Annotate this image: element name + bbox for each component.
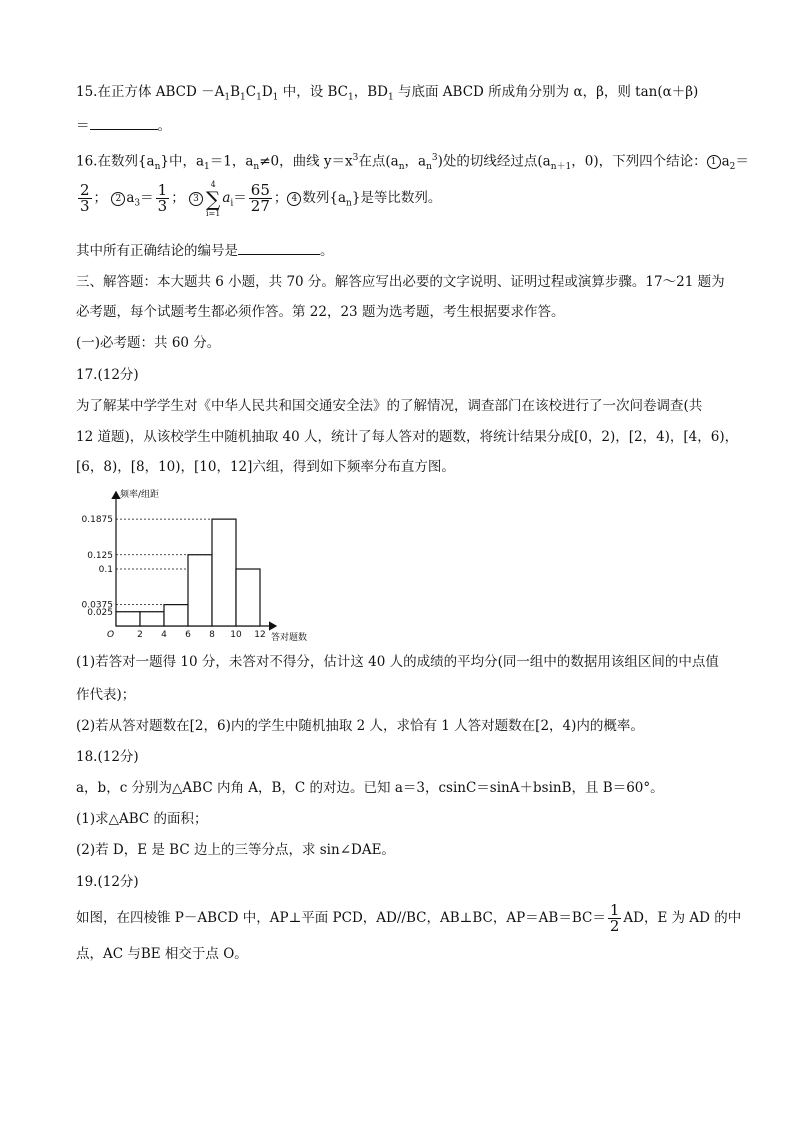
q17-part2: (2)若从答对题数在[2，6)内的学生中随机抽取 2 人，求恰有 1 人答对题数在[2，4)内的概率。 (76, 718, 644, 734)
summation: 4 ∑ i=1 (205, 179, 221, 218)
x-tick-label: 4 (161, 630, 167, 640)
frequency-histogram (76, 486, 336, 644)
circle-number-2: 2 (111, 192, 125, 206)
histogram-bar (140, 612, 164, 626)
q19-heading: 19.(12分) (76, 874, 139, 890)
q17-part1-line2: 作代表)； (76, 687, 136, 703)
q17-text-line3: [6，8)，[8，10)，[10，12]六组，得到如下频率分布直方图。 (76, 459, 455, 475)
q18-part1: (1)求△ABC 的面积； (76, 811, 208, 827)
fraction-1-3: $\frac{1}{3}$ (157, 181, 168, 215)
q15-line1: 15.在正方体 ABCD $-A_1B_1C_1D_1$ 中，设 $BC_1$，$BD_1$ 与底面 ABCD 所成角分别为 α，β，则 tan(α＋β) (76, 84, 699, 103)
fraction-65-27: $\frac{65}{27}$ (250, 181, 270, 215)
x-tick-label: 2 (137, 630, 143, 640)
q17-text-line2: 12 道题)，从该校学生中随机抽取 40 人，统计了每人答对的题数，将统计结果分成[0，2)，[2，4)，[4，6)， (76, 429, 739, 445)
q17-heading: 17.(12分) (76, 367, 139, 383)
circle-number-4: 4 (287, 192, 301, 206)
origin-label: O (107, 630, 115, 640)
q16-line2: $\frac{2}{3}$ ； 2 $a_3=$ $\frac{1}{3}$ ； 3 4 ∑ i=1 $a_i=$ $\frac{65}{27}$ ； 4 数列$\{a_n\}$是等比数列。 (80, 179, 442, 218)
y-tick-label: 0.0375 (81, 600, 113, 611)
circle-number-1: 1 (707, 155, 721, 169)
q18-part2: (2)若 D，E 是 BC 边上的三等分点，求 sin∠DAE。 (76, 842, 395, 858)
x-tick-label: 8 (209, 630, 215, 640)
q19-text-line2: 点，AC 与BE 相交于点 O。 (76, 946, 248, 962)
answer-blank (90, 115, 158, 130)
fraction-2-3: $\frac{2}{3}$ (80, 181, 90, 215)
y-axis-label: 频率/组距 (120, 490, 160, 500)
fraction-1-2: $\frac{1}{2}$ (609, 901, 620, 935)
x-axis-label: 答对题数 (271, 633, 308, 643)
answer-blank (238, 240, 320, 255)
section3-line2: 必考题，每个试题考生都必须作答。第 22，23 题为选考题，考生根据要求作答。 (76, 304, 565, 320)
histogram-bar (164, 605, 188, 626)
x-tick-label: 6 (185, 630, 191, 640)
q16-line3: 其中所有正确结论的编号是 。 (76, 240, 334, 261)
histogram-bar (212, 519, 236, 626)
histogram-bar (116, 612, 140, 626)
q18-text: a，b，c 分别为△ABC 内角 A，B，C 的对边。已知 a＝3，csinC＝sinA＋bsinB，且 B＝60°。 (76, 780, 664, 796)
x-tick-label: 12 (254, 630, 266, 640)
q18-heading: 18.(12分) (76, 749, 139, 765)
section3-line3: (一)必考题：共 60 分。 (76, 335, 221, 351)
histogram-bar (236, 569, 260, 626)
section3-line1: 三、解答题：本大题共 6 小题，共 70 分。解答应写出必要的文字说明、证明过程或演算步骤。17～21 题为 (76, 274, 725, 290)
y-tick-label: 0.1 (98, 565, 113, 575)
q19-text-line1: 如图，在四棱锥 P－ABCD 中，AP⊥平面 PCD，AD//BC，AB⊥BC，AP＝AB＝BC＝ $\frac{1}{2}$ AD，E 为 AD 的中 (76, 901, 742, 935)
histogram-bar (188, 555, 212, 626)
q15-line2: ＝ 。 (76, 115, 171, 136)
y-tick-label: 0.025 (87, 607, 113, 618)
x-tick-label: 10 (230, 630, 242, 640)
y-tick-label: 0.1875 (81, 515, 113, 526)
q17-text-line1: 为了解某中学学生对《中华人民共和国交通安全法》的了解情况，调查部门在该校进行了一次问卷调查(共 (76, 398, 703, 414)
q17-part1-line1: (1)若答对一题得 10 分，未答对不得分，估计这 40 人的成绩的平均分(同一组中的数据用该组区间的中点值 (76, 654, 719, 670)
q16-line1: 16.在数列$\{a_n\}$中，$a_1=1$，$a_n\ne 0$，曲线 $y=x^3$在点($a_n$，$a_n^3$)处的切线经过点($a_{n+1}$，0)，下列四个结论： 1 $a_2=$ (76, 153, 749, 173)
y-tick-label: 0.125 (87, 550, 113, 561)
circle-number-3: 3 (189, 192, 203, 206)
